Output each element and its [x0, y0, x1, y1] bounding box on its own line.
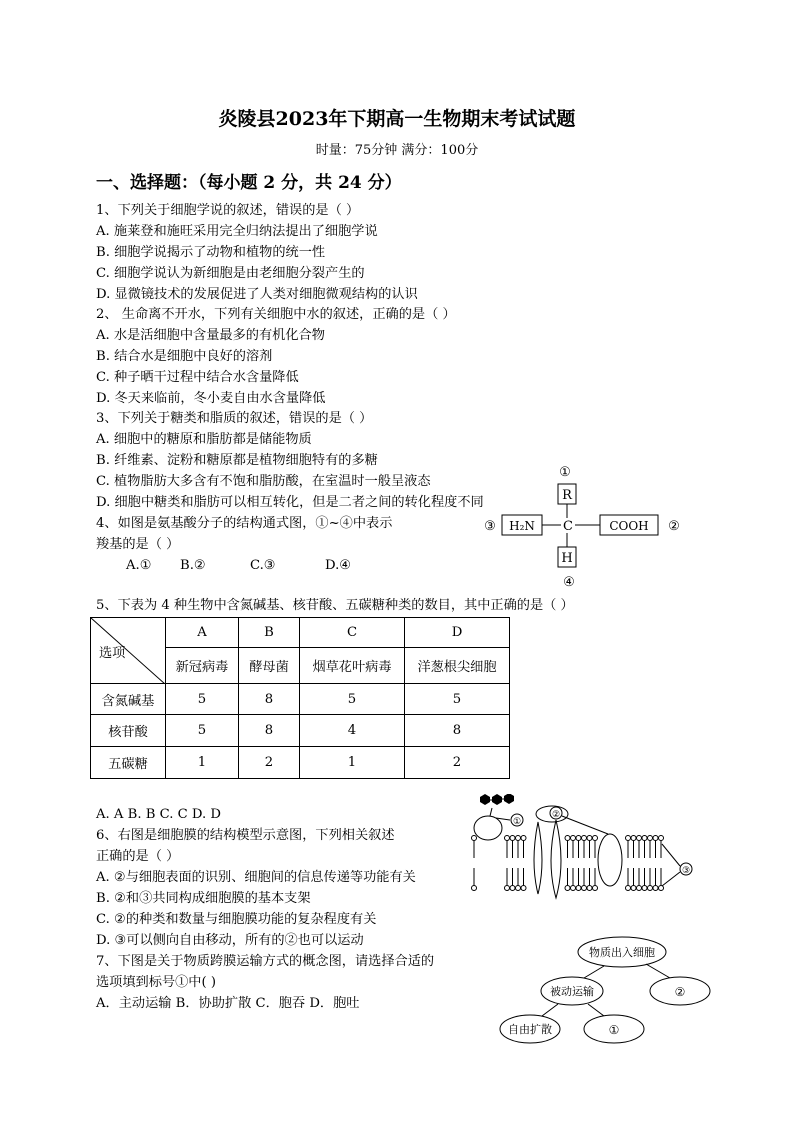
phospholipid-head: [659, 886, 664, 891]
phospholipid-head: [510, 836, 515, 841]
concept-passive-label: 被动运输: [550, 985, 594, 998]
phospholipid-head: [593, 886, 598, 891]
question-5-stem: 5、下表为 4 种生物中含氮碱基、核苷酸、五碳糖种类的数目，其中正确的是（ ）: [96, 598, 574, 613]
phospholipid-head: [472, 886, 477, 891]
question-3-option-c: C. 植物脂肪大多含有不饱和脂肪酸，在室温时一般呈液态: [96, 474, 431, 489]
membrane-marker-3: ③: [681, 866, 691, 876]
marker-1: ①: [559, 465, 571, 480]
organism-a: 新冠病毒: [166, 648, 239, 684]
question-5-table: [90, 617, 510, 779]
phospholipid-head: [642, 836, 647, 841]
table-cell: 8: [239, 715, 300, 747]
question-2-option-a: A. 水是活细胞中含量最多的有机化合物: [96, 328, 325, 343]
question-6-option-a: A. ②与细胞表面的识别、细胞间的信息传递等功能有关: [96, 870, 416, 885]
phospholipid-head: [626, 836, 631, 841]
cell-membrane-diagram: [466, 794, 702, 906]
phospholipid-head: [653, 886, 658, 891]
phospholipid-bilayer: [472, 836, 664, 891]
question-3-option-b: B. 纤维素、淀粉和糖原都是植物细胞特有的多糖: [96, 453, 378, 468]
question-4-stem-cont: 羧基的是（ ）: [96, 537, 180, 552]
question-6-option-b: B. ②和③共同构成细胞膜的基本支架: [96, 891, 311, 906]
marker-2: ②: [668, 519, 680, 534]
phospholipid-head: [648, 886, 653, 891]
row-label: 含氮碱基: [91, 684, 166, 715]
phospholipid-head: [472, 836, 477, 841]
phospholipid-head: [521, 886, 526, 891]
phospholipid-head: [587, 836, 592, 841]
phospholipid-head: [565, 836, 570, 841]
phospholipid-head: [631, 886, 636, 891]
question-6-stem: 6、右图是细胞膜的结构模型示意图，下列相关叙述: [96, 828, 395, 843]
concept-marker-2: ②: [674, 985, 686, 999]
phospholipid-head: [659, 836, 664, 841]
marker-3: ③: [484, 519, 496, 534]
question-3-option-a: A. 细胞中的糖原和脂肪都是储能物质: [96, 432, 312, 447]
question-3-stem: 3、下列关于糖类和脂质的叙述，错误的是（ ）: [96, 411, 373, 426]
column-letter-d: D: [405, 618, 510, 648]
transport-concept-map: [496, 934, 728, 1046]
question-1-stem: 1、下列关于细胞学说的叙述，错误的是（ ）: [96, 203, 360, 218]
table-cell: 8: [239, 684, 300, 715]
phospholipid-head: [642, 886, 647, 891]
question-2-option-b: B. 结合水是细胞中良好的溶剂: [96, 349, 273, 364]
phospholipid-head: [516, 886, 521, 891]
question-7-stem: 7、下图是关于物质跨膜运输方式的概念图，请选择合适的: [96, 954, 435, 969]
phospholipid-head: [505, 886, 510, 891]
concept-free-diffusion-label: 自由扩散: [508, 1023, 552, 1036]
concept-root-label: 物质出入细胞: [589, 946, 655, 959]
question-4-option-d: D.④: [325, 558, 352, 573]
membrane-marker-2: ②: [551, 810, 561, 820]
corner-label: 选项: [99, 646, 126, 661]
question-4-option-a: A.①: [126, 558, 152, 573]
question-4-option-b: B.②: [180, 558, 206, 573]
table-cell: 2: [405, 747, 510, 779]
question-1-option-b: B. 细胞学说揭示了动物和植物的统一性: [96, 245, 326, 260]
central-carbon-label: C: [563, 519, 573, 534]
phospholipid-head: [626, 886, 631, 891]
organism-c: 烟草花叶病毒: [300, 648, 405, 684]
carboxyl-group-label: COOH: [609, 519, 649, 533]
row-label: 五碳糖: [91, 747, 166, 779]
question-1-option-d: D. 显微镜技术的发展促进了人类对细胞微观结构的认识: [96, 287, 418, 302]
row-label: 核苷酸: [91, 715, 166, 747]
hydrogen-label: H: [561, 551, 573, 566]
column-letter-b: B: [239, 618, 300, 648]
page-title: 炎陵县2023年下期高一生物期末考试试题: [218, 108, 576, 130]
phospholipid-head: [637, 836, 642, 841]
question-7-options: A．主动运输 B．协助扩散 C．胞吞 D．胞吐: [96, 996, 360, 1011]
table-cell: 5: [166, 684, 239, 715]
question-2-stem: 2、 生命离不开水，下列有关细胞中水的叙述，正确的是（ ）: [96, 307, 456, 322]
phospholipid-head: [576, 836, 581, 841]
question-2-option-d: D. 冬天来临前，冬小麦自由水含量降低: [96, 391, 326, 406]
question-4-stem: 4、如图是氨基酸分子的结构通式图，①~④中表示: [96, 516, 393, 531]
table-cell: 4: [300, 715, 405, 747]
phospholipid-head: [565, 886, 570, 891]
organism-b: 酵母菌: [239, 648, 300, 684]
question-6-stem-cont: 正确的是（ ）: [96, 849, 180, 864]
section-heading: 一、选择题：（每小题 2 分，共 24 分）: [96, 173, 402, 193]
amino-group-label: H₂N: [509, 519, 535, 533]
table-cell: 1: [166, 747, 239, 779]
phospholipid-head: [648, 836, 653, 841]
phospholipid-head: [587, 886, 592, 891]
table-cell: 8: [405, 715, 510, 747]
question-1-option-c: C. 细胞学说认为新细胞是由老细胞分裂产生的: [96, 266, 365, 281]
question-5-options: A. A B. B C. C D. D: [96, 807, 221, 822]
exam-info: 时量：75分钟 满分：100分: [315, 143, 479, 158]
question-3-option-d: D. 细胞中糖类和脂肪可以相互转化，但是二者之间的转化程度不同: [96, 495, 484, 510]
phospholipid-head: [576, 886, 581, 891]
question-6-option-d: D. ③可以侧向自由移动，所有的②也可以运动: [96, 933, 364, 948]
marker-4: ④: [563, 575, 575, 590]
organism-d: 洋葱根尖细胞: [405, 648, 510, 684]
membrane-marker-1: ①: [512, 817, 522, 827]
phospholipid-head: [505, 836, 510, 841]
table-cell: 2: [239, 747, 300, 779]
table-cell: 5: [166, 715, 239, 747]
phospholipid-head: [582, 886, 587, 891]
phospholipid-head: [521, 836, 526, 841]
table-cell: 5: [405, 684, 510, 715]
table-cell: 1: [300, 747, 405, 779]
concept-marker-1: ①: [608, 1023, 620, 1037]
r-group-label: R: [562, 488, 572, 503]
phospholipid-head: [637, 886, 642, 891]
table-corner-cell: [91, 618, 166, 684]
phospholipid-head: [510, 886, 515, 891]
phospholipid-head: [571, 886, 576, 891]
column-letter-a: A: [166, 618, 239, 648]
question-2-option-c: C. 种子晒干过程中结合水含量降低: [96, 370, 299, 385]
phospholipid-head: [571, 836, 576, 841]
phospholipid-head: [516, 836, 521, 841]
phospholipid-head: [582, 836, 587, 841]
phospholipid-head: [631, 836, 636, 841]
question-7-stem-cont: 选项填到标号①中( ): [96, 975, 216, 990]
question-1-option-a: A. 施莱登和施旺采用完全归纳法提出了细胞学说: [96, 224, 378, 239]
question-6-option-c: C. ②的种类和数量与细胞膜功能的复杂程度有关: [96, 912, 377, 927]
table-cell: 5: [300, 684, 405, 715]
question-4-option-c: C.③: [250, 558, 276, 573]
amino-acid-structure-diagram: [478, 458, 688, 592]
phospholipid-head: [653, 836, 658, 841]
phospholipid-head: [593, 836, 598, 841]
column-letter-c: C: [300, 618, 405, 648]
